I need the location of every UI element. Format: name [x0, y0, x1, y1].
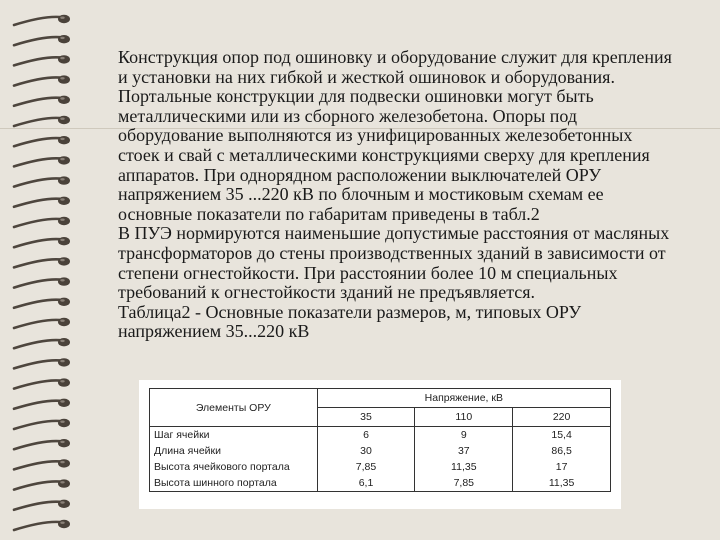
table-cell: 17	[513, 459, 611, 475]
table-cell: 86,5	[513, 443, 611, 459]
dimensions-table	[149, 388, 611, 492]
binding-ring-icon	[14, 399, 70, 409]
table-cell: 15,4	[513, 427, 611, 444]
table-row	[150, 427, 611, 444]
table-cell: 6	[317, 427, 415, 444]
table-cell: 7,85	[317, 459, 415, 475]
table-cell: 11,35	[415, 459, 513, 475]
binding-ring-icon	[14, 439, 70, 449]
table-cell: 9	[415, 427, 513, 444]
table-caption: Таблица2 - Основные показатели размеров, м, типовых ОРУ напряжением 35...220 кВ	[118, 301, 582, 342]
table-header-row	[150, 389, 611, 408]
binding-ring-icon	[14, 520, 70, 530]
binding-ring-icon	[14, 277, 70, 287]
row-label: Шаг ячейки	[150, 427, 318, 444]
column-header-elements: Элементы ОРУ	[150, 389, 318, 427]
binding-ring-icon	[14, 35, 70, 45]
table-row	[150, 459, 611, 475]
binding-ring-icon	[14, 176, 70, 186]
table-cell: 7,85	[415, 475, 513, 492]
table-cell: 30	[317, 443, 415, 459]
paragraph-construction: Конструкция опор под ошиновку и оборудование служит для крепления и установки на них гибкой и жесткой ошиновок и оборудования. Портальные конструкции для подвески ошиновки могут быть металлическими или из сборного железобетона. Опоры под оборудование выполняются из унифицированных железобетонных стоек и свай с металлическими конструкциями сверху для крепления аппаратов. При однорядном расположении выключателей ОРУ напряжением 35 ...220 кВ по блочным и мостиковым схемам ее основные показатели по габаритам приведены в табл.2	[118, 47, 672, 224]
binding-ring-icon	[14, 136, 70, 146]
binding-ring-icon	[14, 55, 70, 65]
binding-ring-icon	[14, 378, 70, 388]
table-cell: 6,1	[317, 475, 415, 492]
binding-ring-icon	[14, 237, 70, 247]
binding-ring-icon	[14, 318, 70, 328]
table-row	[150, 475, 611, 492]
voltage-header: 110	[415, 408, 513, 427]
binding-ring-icon	[14, 358, 70, 368]
binding-ring-icon	[14, 156, 70, 166]
table-cell: 37	[415, 443, 513, 459]
binding-ring-icon	[14, 217, 70, 227]
table-image	[139, 380, 621, 509]
binding-ring-icon	[14, 338, 70, 348]
table-cell: 11,35	[513, 475, 611, 492]
row-label: Высота шинного портала	[150, 475, 318, 492]
row-label: Высота ячейкового портала	[150, 459, 318, 475]
binding-ring-icon	[14, 459, 70, 469]
binding-ring-icon	[14, 75, 70, 85]
binding-ring-icon	[14, 257, 70, 267]
table-row	[150, 443, 611, 459]
binding-ring-icon	[14, 197, 70, 207]
paragraph-pue: В ПУЭ нормируются наименьшие допустимые расстояния от масляных трансформаторов до стены производственных зданий в зависимости от степени огнестойкости. При расстоянии более 10 м специальных требований к огнестойкости зданий не предъявляется.	[118, 223, 670, 303]
binding-ring-icon	[14, 419, 70, 429]
row-label: Длина ячейки	[150, 443, 318, 459]
voltage-header: 220	[513, 408, 611, 427]
binding-ring-icon	[14, 96, 70, 106]
binding-ring-icon	[14, 116, 70, 126]
binding-ring-icon	[14, 15, 70, 25]
slide-text	[118, 48, 678, 342]
binding-ring-icon	[14, 500, 70, 510]
voltage-header: 35	[317, 408, 415, 427]
group-header-voltage: Напряжение, кВ	[317, 389, 610, 408]
binding-ring-icon	[14, 479, 70, 489]
binding-ring-icon	[14, 298, 70, 308]
spiral-binding	[0, 0, 80, 540]
